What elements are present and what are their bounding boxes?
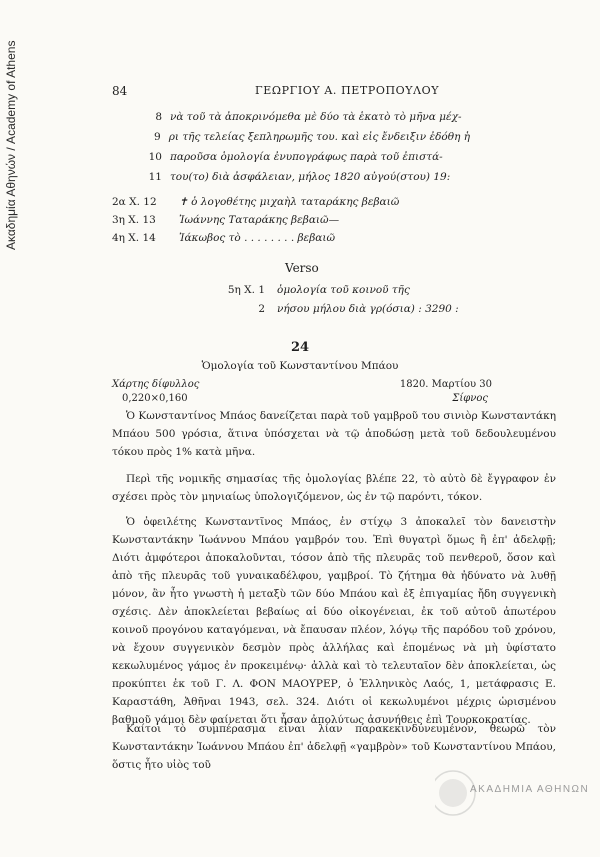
verso-line: 5η Χ. 1 ὁμολογία τοῦ κοινοῦ τῆς [227,284,410,296]
verso-lines [213,281,459,319]
document-place: Σίφνος [452,393,488,404]
signature-line: 4η Χ. 14 Ἰάκωβος τὸ . . . . . . . . βεβαιῶ [112,232,336,244]
commentary-paragraph: Περὶ τῆς νομικῆς σημασίας τῆς ὁμολογίας βλέπε 22, τὸ αὐτὸ δὲ ἔγγραφον ἐν σχέσει πρὸς τὸν μηνιαίως ὑπολογιζόμενον, ὡς ἐν τῷ παρόντι, τόκον. [112,473,556,503]
text-line: 9 ρι τῆς τελείας ξεπληρωμῆς του. καὶ εἰς ἔνδειξιν ἐδόθη ἡ [154,131,470,143]
verso-heading: Verso [285,261,319,275]
document-date: 1820. Μαρτίου 30 [399,379,492,390]
summary-paragraph: Ὁ Κωνσταντίνος Μπάος δανείζεται παρὰ τοῦ γαμβροῦ του σινιὸρ Κωνσταντάκη Μπάου 500 γρόσια, ἅτινα ὑπόσχεται νὰ τῷ ἀποδώσῃ μετὰ τοῦ δεδουλευμένου τόκου πρὸς 1% κατὰ μῆνα. [112,410,556,458]
signature-line: 2α Χ. 12 ✝ ὁ λογοθέτης μιχαὴλ ταταράκης βεβαιῶ [112,196,400,208]
commentary-paragraph: Ὁ ὀφειλέτης Κωνσταντῖνος Μπάος, ἐν στίχῳ 3 ἀποκαλεῖ τὸν δανειστὴν Κωνσταντάκην Ἰωάννου Μπάου γαμβρόν του. Ἐπὶ θυγατρὶ ὅμως ἢ ἐπ' ἀδελφῇ; Διότι ἀμφότεροι ἀποκαλοῦνται, τόσον ἀπὸ τῆς πλευρᾶς τοῦ πενθεροῦ, ὅσον καὶ ἀπὸ τῆς πλευρᾶς τοῦ γυναικαδέλφου, γαμβροί. Τὸ ζήτημα θὰ ἠδύνατο νὰ λυθῇ μόνον, ἂν ἦτο γνωστὴ ἡ μεταξὺ τῶν δύο Μπάου καὶ ἐξ ἐπιγαμίας ἤδη συγγενικὴ σχέσις. Δὲν ἀποκλείεται βεβαίως αἱ δύο οἰκογένειαι, ἐκ τοῦ αὐτοῦ ἀπωτέρου κοινοῦ προγόνου καταγόμεναι, νὰ ἔπαυσαν πλέον, λόγῳ τῆς παρόδου τοῦ χρόνου, νὰ ἔχουν συγγενικὸν δεσμὸν πρὸς ἀλλήλας καὶ ἑπομένως νὰ μὴ ὑφίστατο κεκωλυμένος γάμος ἐν προκειμένῳ· ἀλλὰ καὶ τὸ τελευταῖον δὲν ἀποκλείεται, ὡς προκύπτει ἐκ τοῦ Γ. Λ. ΦΟΝ ΜΑΟΥΡΕΡ, ὁ Ἑλληνικὸς Λαός, 1, μετάφρασις Ε. Καραστάθη, Ἀθῆναι 1943, σελ. 324. Διότι οἱ κεκωλυμένοι μέχρις ὡρισμένου βαθμοῦ γάμοι δὲν φαίνεται ὅτι ἦσαν ἀπολύτως ἀσυνήθεις ἐπὶ Τουρκοκρατίας. [112,516,556,726]
verso-line: 2 νήσου μήλου διὰ γρ(όσια) : 3290 : [258,303,459,315]
commentary-paragraph: Καίτοι τὸ συμπέρασμα εἶναι λίαν παρακεκινδυνευμένον, θεωρῶ τὸν Κωνσταντάκην Ἰωάννου Μπάου ἐπ' ἀδελφῇ «γαμβρὸν» τοῦ Κωνσταντίνου Μπάου, ὅστις ἦτο υἱὸς τοῦ [112,723,556,771]
page-number: 84 [112,84,128,98]
document-number: 24 [290,340,310,355]
running-head: ΓΕΩΡΓΙΟΥ Α. ΠΕΤΡΟΠΟΥΛΟΥ [255,84,440,97]
signature-line: 3η Χ. 13 Ἰωάννης Ταταράκης βεβαιῶ— [112,214,340,226]
paper-description: Χάρτης δίφυλλος [112,379,200,390]
text-line: 10 παροῦσα ὁμολογία ἐνυπογράφως παρὰ τοῦ ἐπιστά- [148,151,443,163]
text-line: 11 του(το) διὰ ἀσφάλειαν, μήλος 1820 αὐγού(στου) 19: [148,171,451,183]
watermark-text: ΑΚΑΔΗΜΙΑ ΑΘΗΝΩΝ [470,784,590,795]
archive-side-label: Ακαδημία Αθηνών / Academy of Athens [4,40,18,250]
text-line: 8 νὰ τοῦ τὰ ἀποκρινόμεθα μὲ δύο τὰ ἑκατὸ τὸ μῆνα μέχ- [155,111,462,123]
document-text-lines [140,107,470,187]
signature-block [112,193,399,247]
document-title: Ὁμολογία τοῦ Κωνσταντίνου Μπάου [201,360,399,372]
paper-dimensions: 0,220×0,160 [122,393,188,404]
